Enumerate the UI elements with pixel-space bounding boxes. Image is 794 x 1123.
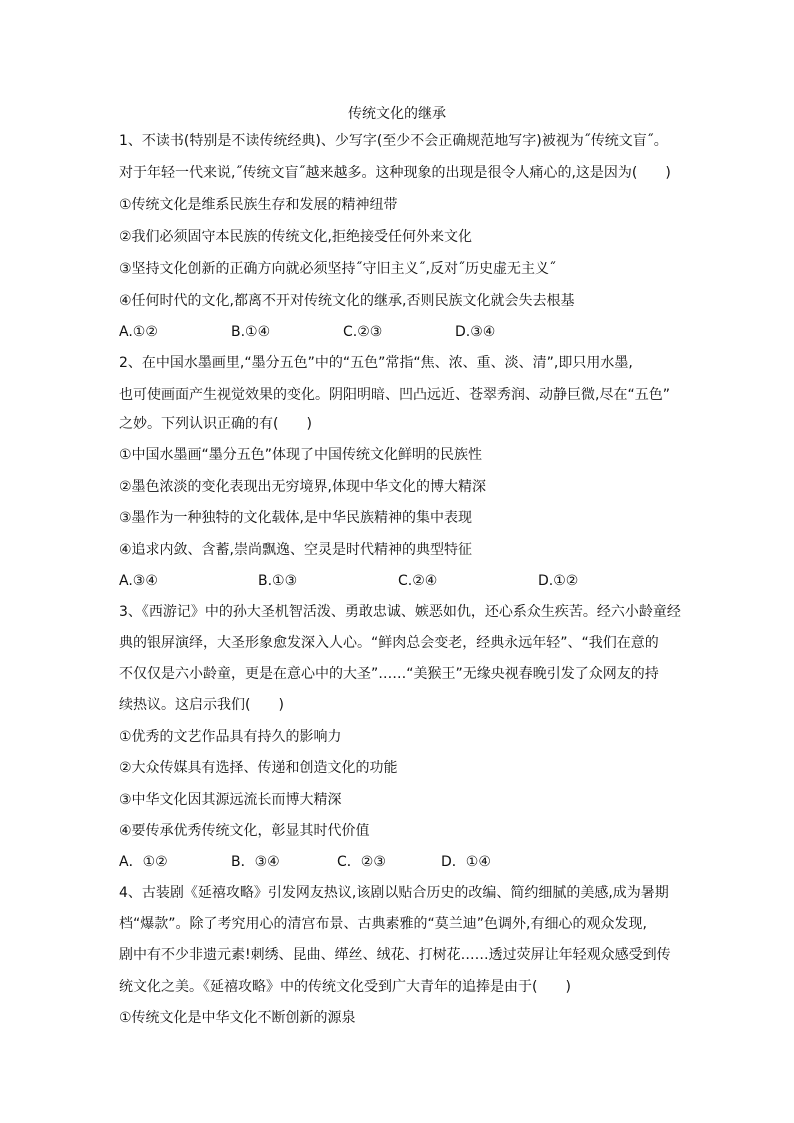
q2-item-2: ②墨色浓淡的变化表现出无穷境界,体现中华文化的博大精深 — [119, 479, 486, 495]
q4-stem-line-2: 档“爆款”。除了考究用心的清宫布景、古典素雅的“莫兰迪”色调外,有细心的观众发现, — [119, 916, 647, 932]
q1-item-1: ①传统文化是维系民族生存和发展的精神纽带 — [119, 197, 398, 213]
q1-item-2: ②我们必须固守本民族的传统文化,拒绝接受任何外来文化 — [119, 229, 472, 245]
q1-option-a: A.①② — [119, 324, 158, 340]
q1-option-d: D.③④ — [455, 324, 496, 340]
q3-option-a: A．①② — [119, 854, 168, 870]
q2-stem-line-2: 也可使画面产生视觉效果的变化。阴阳明暗、凹凸远近、苍翠秀润、动静巨微,尽在“五色” — [119, 387, 670, 403]
q3-item-2: ②大众传媒具有选择、传递和创造文化的功能 — [119, 760, 398, 776]
q2-option-c: C.②④ — [398, 573, 438, 589]
q2-item-4: ④追求内敛、含蓄,崇尚飘逸、空灵是时代精神的典型特征 — [119, 542, 472, 558]
q3-option-c: C．②③ — [337, 854, 386, 870]
q2-item-1: ①中国水墨画“墨分五色”体现了中国传统文化鲜明的民族性 — [119, 447, 483, 463]
q1-item-3: ③坚持文化创新的正确方向就必须坚持˝守旧主义˝,反对˝历史虚无主义˝ — [119, 261, 556, 277]
q3-stem-line-2: 典的银屏演绎，大圣形象愈发深入人心。“鲜肉总会变老，经典永远年轻”、“我们在意的 — [119, 635, 659, 651]
q1-option-b: B.①④ — [231, 324, 271, 340]
q2-option-d: D.①② — [538, 573, 579, 589]
q3-item-1: ①优秀的文艺作品具有持久的影响力 — [119, 729, 342, 745]
q3-stem-line-4: 续热议。这启示我们( ) — [119, 697, 284, 713]
q4-item-1: ①传统文化是中华文化不断创新的源泉 — [119, 1010, 356, 1026]
page-title: 传统文化的继承 — [348, 106, 446, 122]
q4-stem-line-3: 剧中有不少非遗元素!刺绣、昆曲、缂丝、绒花、打树花……透过荧屏让年轻观众感受到传 — [119, 947, 671, 963]
q3-stem-line-3: 不仅仅是六小龄童，更是在意心中的大圣”……“美猴王”无缘央视春晚引发了众网友的持 — [119, 666, 659, 682]
q2-stem-line-1: 2、在中国水墨画里,“墨分五色”中的“五色”常指“焦、浓、重、淡、清”,即只用水墨, — [119, 355, 633, 371]
q1-option-c: C.②③ — [343, 324, 383, 340]
q1-item-4: ④任何时代的文化,都离不开对传统文化的继承,否则民族文化就会失去根基 — [119, 293, 575, 309]
q3-item-3: ③中华文化因其源远流长而博大精深 — [119, 792, 342, 808]
q3-item-4: ④要传承优秀传统文化，彰显其时代价值 — [119, 823, 370, 839]
q2-stem-line-3: 之妙。下列认识正确的有( ) — [119, 416, 312, 432]
q3-option-d: D．①④ — [441, 854, 491, 870]
q4-stem-line-4: 统文化之美。《延禧攻略》中的传统文化受到广大青年的追捧是由于( ) — [119, 979, 571, 995]
q3-option-b: B．③④ — [231, 854, 280, 870]
q1-stem-line-1: 1、不读书(特别是不读传统经典)、少写字(至少不会正确规范地写字)被视为˝传统文盲˝。 — [119, 133, 668, 149]
q2-option-b: B.①③ — [258, 573, 298, 589]
q2-item-3: ③墨作为一种独特的文化载体,是中华民族精神的集中表现 — [119, 510, 472, 526]
q4-stem-line-1: 4、古装剧《延禧攻略》引发网友热议,该剧以贴合历史的改编、简约细腻的美感,成为暑期 — [119, 885, 669, 901]
q1-stem-line-2: 对于年轻一代来说,˝传统文盲˝越来越多。这种现象的出现是很令人痛心的,这是因为( ) — [119, 165, 671, 181]
q3-stem-line-1: 3、《西游记》中的孙大圣机智活泼、勇敢忠诚、嫉恶如仇，还心系众生疾苦。经六小龄童经 — [119, 604, 681, 620]
q2-option-a: A.③④ — [119, 573, 158, 589]
